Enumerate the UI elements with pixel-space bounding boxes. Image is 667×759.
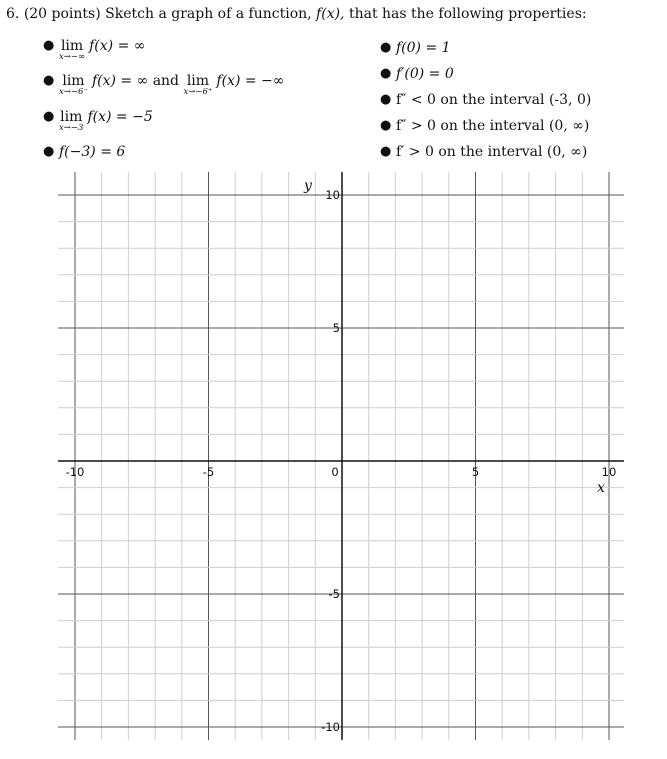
bullet-icon: ● — [380, 92, 392, 107]
bullet-icon: ● — [43, 38, 55, 53]
bullet-icon: ● — [380, 144, 392, 159]
bullet-icon: ● — [43, 109, 55, 124]
x-axis-label: x — [597, 480, 605, 496]
bullet-icon: ● — [380, 40, 392, 55]
x-tick-label: 5 — [471, 465, 480, 479]
value-expression: f(−3) = 6 — [59, 144, 126, 160]
x-tick-label: -10 — [65, 465, 85, 479]
y-tick-label: -10 — [321, 720, 340, 734]
y-tick-label: -5 — [328, 587, 340, 601]
property-text: f′(0) = 0 — [396, 66, 454, 82]
limit-operator: lim x→−6⁺ — [183, 73, 213, 97]
bullet-icon: ● — [380, 66, 392, 81]
connector-and: and — [152, 73, 180, 89]
bullet-icon: ● — [43, 144, 55, 159]
y-tick-label: 5 — [332, 321, 340, 335]
property-text: f′ > 0 on the interval (0, ∞) — [396, 144, 588, 160]
problem-text-end: that has the following properties: — [348, 6, 587, 22]
problem-number: 6. — [6, 6, 20, 22]
limit-expression: f(x) = ∞ — [89, 38, 146, 54]
limit-operator: lim x→−6⁻ — [59, 73, 88, 97]
limit-operator: lim x→−∞ — [59, 38, 86, 62]
property-text: f″ > 0 on the interval (0, ∞) — [396, 118, 590, 134]
bullet-icon: ● — [380, 118, 392, 133]
y-tick-label: 10 — [325, 188, 340, 202]
problem-points: (20 points) — [23, 6, 101, 22]
problem-text: Sketch a graph of a function, — [105, 6, 312, 22]
y-axis-label: y — [304, 178, 312, 194]
limit-expression-left: f(x) = ∞ — [91, 73, 149, 89]
property-text: f″ < 0 on the interval (-3, 0) — [396, 92, 592, 108]
limit-operator: lim x→−3 — [59, 109, 84, 133]
x-tick-label: -5 — [202, 465, 215, 479]
x-tick-label: 10 — [601, 465, 617, 479]
x-tick-label: 0 — [331, 465, 339, 479]
limit-expression-right: f(x) = −∞ — [216, 73, 285, 89]
bullet-icon: ● — [43, 73, 55, 88]
limit-expression: f(x) = −5 — [87, 109, 153, 125]
function-name: f(x), — [316, 6, 345, 22]
property-text: f(0) = 1 — [396, 40, 451, 56]
